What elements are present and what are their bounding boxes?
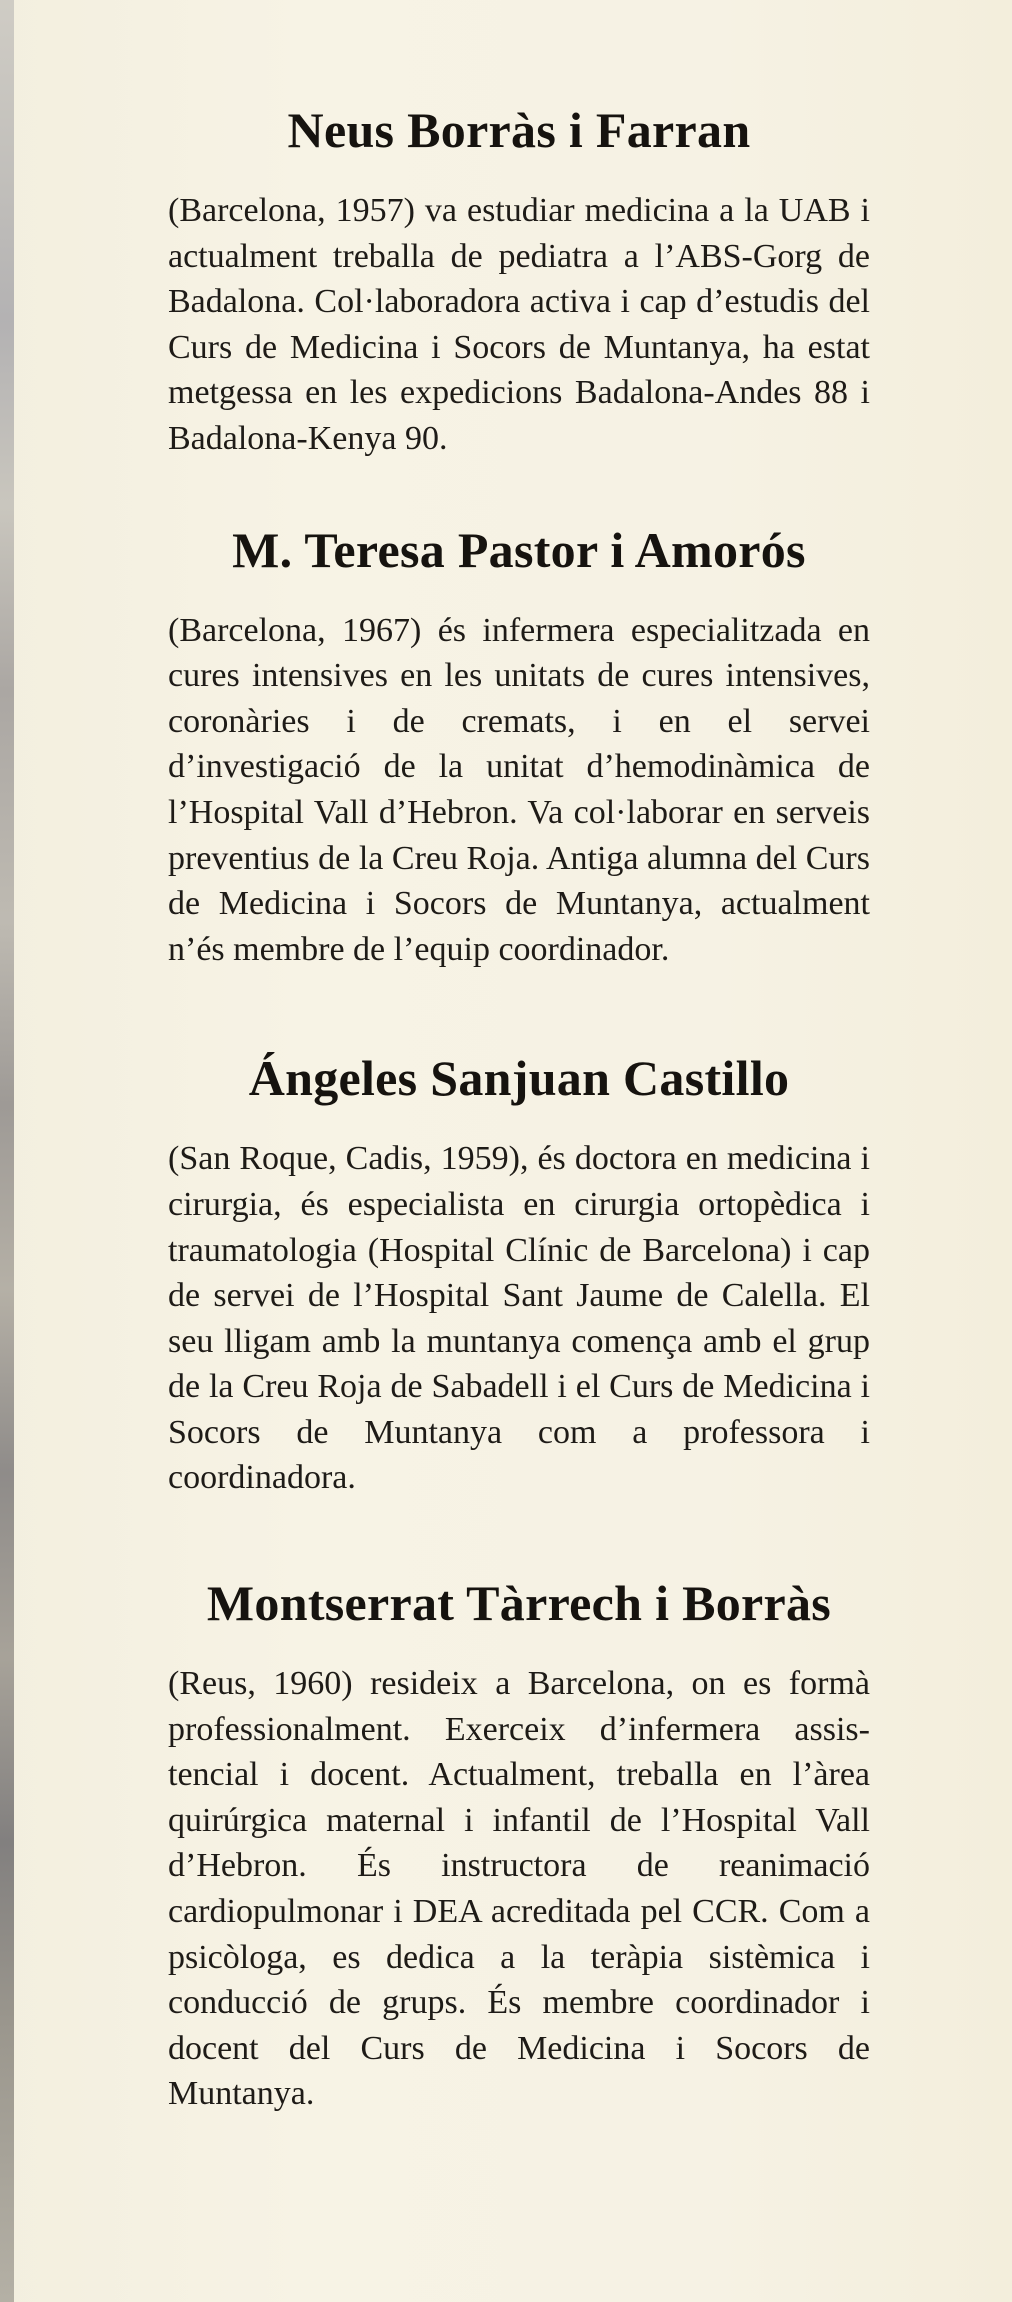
bio-name: Neus Borràs i Farran [287, 102, 751, 158]
left-edge-photo-strip [0, 0, 14, 2302]
bio-text: (Barcelona, 1967) és infermera especialitzada en cures intensives en les unitats de cures intensives, coronàries i de cremats, i en el servei d’investigació de la unitat d’hemodinàmica de l’Hospital Vall d’Hebron. Va col·laborar en serveis preventius de la Creu Roja. Antiga alumna del Curs de Medicina i Socors de Muntanya, actualment n’és membre de l’equip coordinador. [168, 611, 870, 968]
bio-entry [168, 518, 870, 973]
bio-name: Montserrat Tàrrech i Borràs [206, 1575, 832, 1632]
bio-entry [168, 98, 870, 462]
bio-name: Ángeles Sanjuan Castillo [248, 1050, 790, 1107]
bio-entry [168, 1571, 870, 2117]
bio-text: (San Roque, Cadis, 1959), és doctora en medicina i cirurgia, és especialista en cirurgia ortopèdica i traumatologia (Hospital Clínic de Barcelona) i cap de servei de l’Hospital Sant Jaume de Calella. El seu lligam amb la muntanya comença amb el grup de la Creu Roja de Sabadell i el Curs de Medicina i Socors de Muntanya com a professora i coordinadora. [168, 1140, 870, 1497]
bio-text: (Barcelona, 1957) va estudiar medicina a la UAB i actualment treballa de pediatra a l’ABS-Gorg de Badalona. Col·laboradora activa i cap d’estudis del Curs de Medicina i Socors de Muntanya, ha estat metgessa en les expedicions Badalona-Andes 88 i Badalona-Kenya 90. [168, 192, 870, 457]
bio-column [168, 98, 870, 2117]
bio-text: (Reus, 1960) resideix a Barcelona, on es formà professionalment. Exerceix d’infermera assistencial i docent. Actualment, treballa en l’àrea quirúrgica maternal i infantil de l’Hospital Vall d’Hebron. És instructora de reanimació cardiopulmonar i DEA acreditada pel CCR. Com a psicòloga, es dedica a la teràpia sistèmica i conducció de grups. És membre coordinador i docent del Curs de Medicina i Socors de Muntanya. [168, 1665, 870, 2113]
bio-entry [168, 1046, 870, 1501]
bio-name: M. Teresa Pastor i Amorós [232, 521, 806, 578]
